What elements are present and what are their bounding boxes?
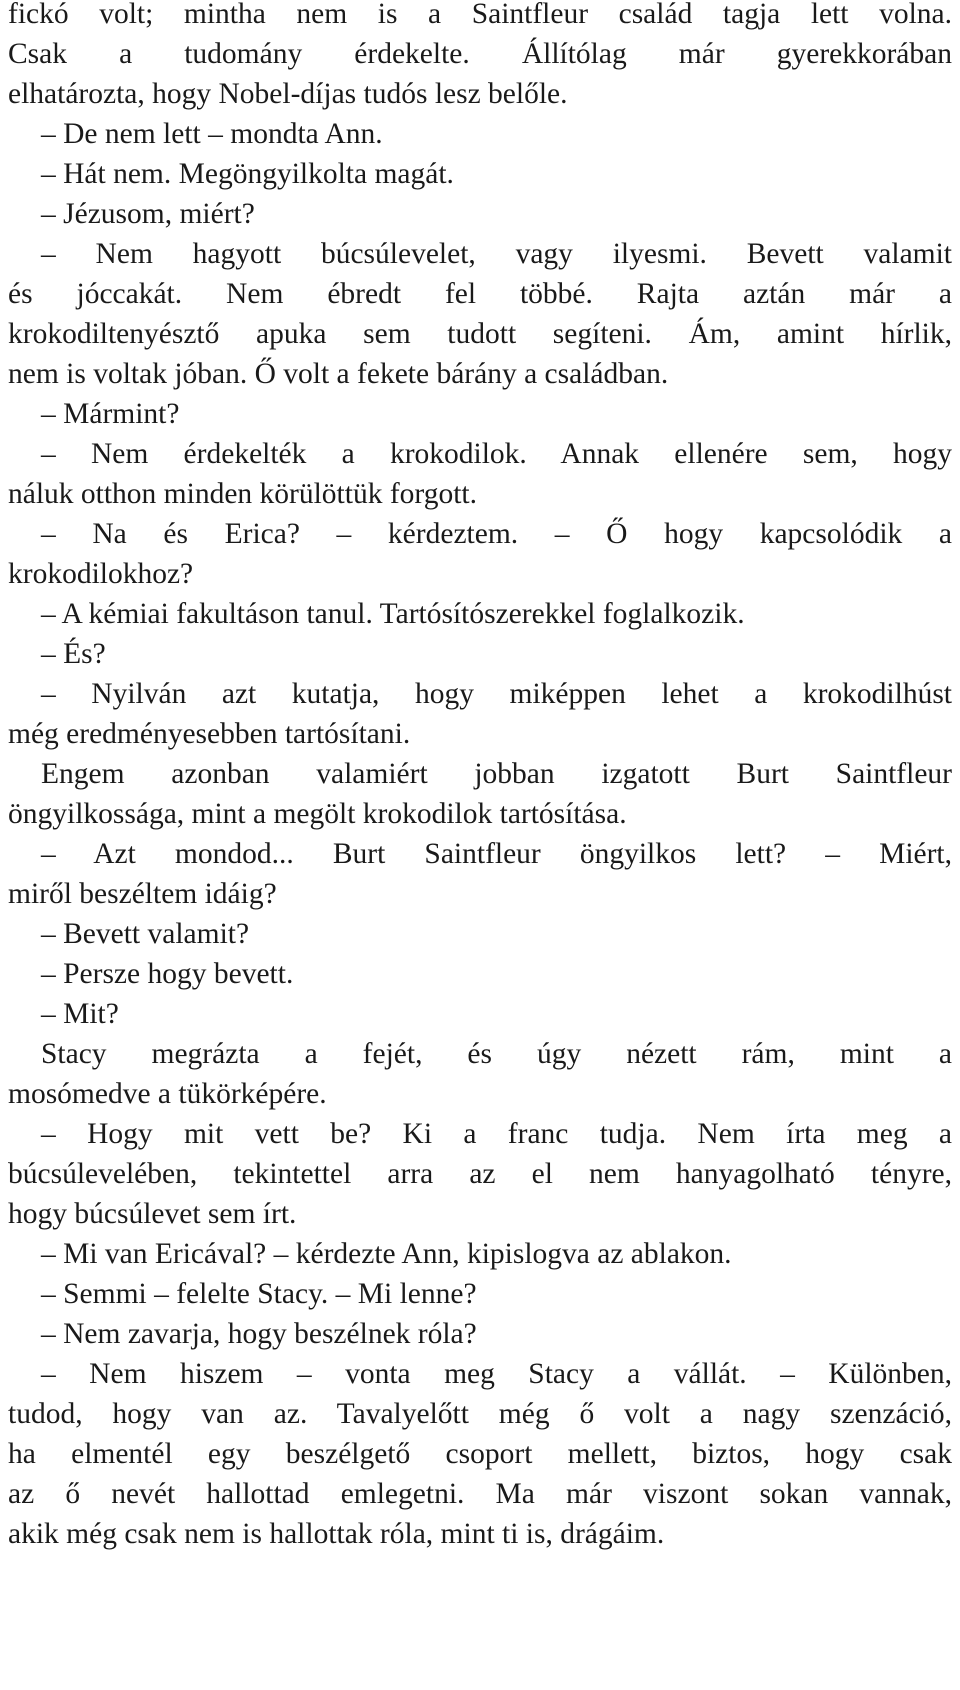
text-line: öngyilkossága, mint a megölt krokodilok tartósítása. [8, 798, 627, 830]
text-line: náluk otthon minden körülöttük forgott. [8, 478, 477, 510]
text-line: – Nyilván azt kutatja, hogy miképpen lehet a krokodilhúst [41, 678, 952, 710]
text-line: – Hogy mit vett be? Ki a franc tudja. Nem írta meg a [41, 1118, 952, 1150]
text-line: – Nem hagyott búcsúlevelet, vagy ilyesmi. Bevett valamit [41, 238, 952, 270]
text-line: – Na és Erica? – kérdeztem. – Ő hogy kapcsolódik a [41, 518, 952, 550]
text-line: – Mármint? [41, 398, 180, 430]
text-line: – Bevett valamit? [41, 918, 250, 950]
text-line: – De nem lett – mondta Ann. [41, 118, 383, 150]
text-line: hogy búcsúlevet sem írt. [8, 1198, 297, 1230]
text-line: nem is voltak jóban. Ő volt a fekete bárány a családban. [8, 358, 669, 390]
text-line: Engem azonban valamiért jobban izgatott Burt Saintfleur [41, 758, 952, 790]
text-line: még eredményesebben tartósítani. [8, 718, 411, 750]
text-line: mosómedve a tükörképére. [8, 1078, 327, 1110]
text-line: Stacy megrázta a fejét, és úgy nézett rám, mint a [41, 1038, 952, 1070]
text-line: – Persze hogy bevett. [41, 958, 294, 990]
text-line: az ő nevét hallottad emlegetni. Ma már viszont sokan vannak, [8, 1478, 952, 1510]
text-line: tudod, hogy van az. Tavalyelőtt még ő volt a nagy szenzáció, [8, 1398, 952, 1430]
text-line: – Hát nem. Megöngyilkolta magát. [41, 158, 454, 190]
text-line: – A kémiai fakultáson tanul. Tartósítószerekkel foglalkozik. [41, 598, 745, 630]
text-line: – Azt mondod... Burt Saintfleur öngyilkos lett? – Miért, [41, 838, 952, 870]
text-line: és jóccakát. Nem ébredt fel többé. Rajta aztán már a [8, 278, 952, 310]
text-line: – Nem zavarja, hogy beszélnek róla? [41, 1318, 477, 1350]
text-line: – Nem hiszem – vonta meg Stacy a vállát. – Különben, [41, 1358, 952, 1390]
text-line: elhatározta, hogy Nobel-díjas tudós lesz belőle. [8, 78, 568, 110]
text-line: Csak a tudomány érdekelte. Állítólag már gyerekkorában [8, 38, 952, 70]
book-page [8, 0, 952, 1554]
text-line: – Semmi – felelte Stacy. – Mi lenne? [41, 1278, 477, 1310]
text-line: krokodilokhoz? [8, 558, 194, 590]
text-line: – Nem érdekelték a krokodilok. Annak ellenére sem, hogy [41, 438, 952, 470]
text-line: – Mi van Ericával? – kérdezte Ann, kipislogva az ablakon. [41, 1238, 732, 1270]
text-line: – És? [41, 638, 106, 670]
text-line: – Jézusom, miért? [41, 198, 255, 230]
text-line: búcsúlevelében, tekintettel arra az el nem hanyagolható tényre, [8, 1158, 952, 1190]
text-line: ha elmentél egy beszélgető csoport mellett, biztos, hogy csak [8, 1438, 952, 1470]
text-line: miről beszéltem idáig? [8, 878, 277, 910]
text-line: krokodiltenyésztő apuka sem tudott segíteni. Ám, amint hírlik, [8, 318, 952, 350]
text-line: – Mit? [41, 998, 119, 1030]
text-line: akik még csak nem is hallottak róla, mint ti is, drágáim. [8, 1518, 665, 1550]
text-line: fickó volt; mintha nem is a Saintfleur család tagja lett volna. [8, 0, 952, 30]
